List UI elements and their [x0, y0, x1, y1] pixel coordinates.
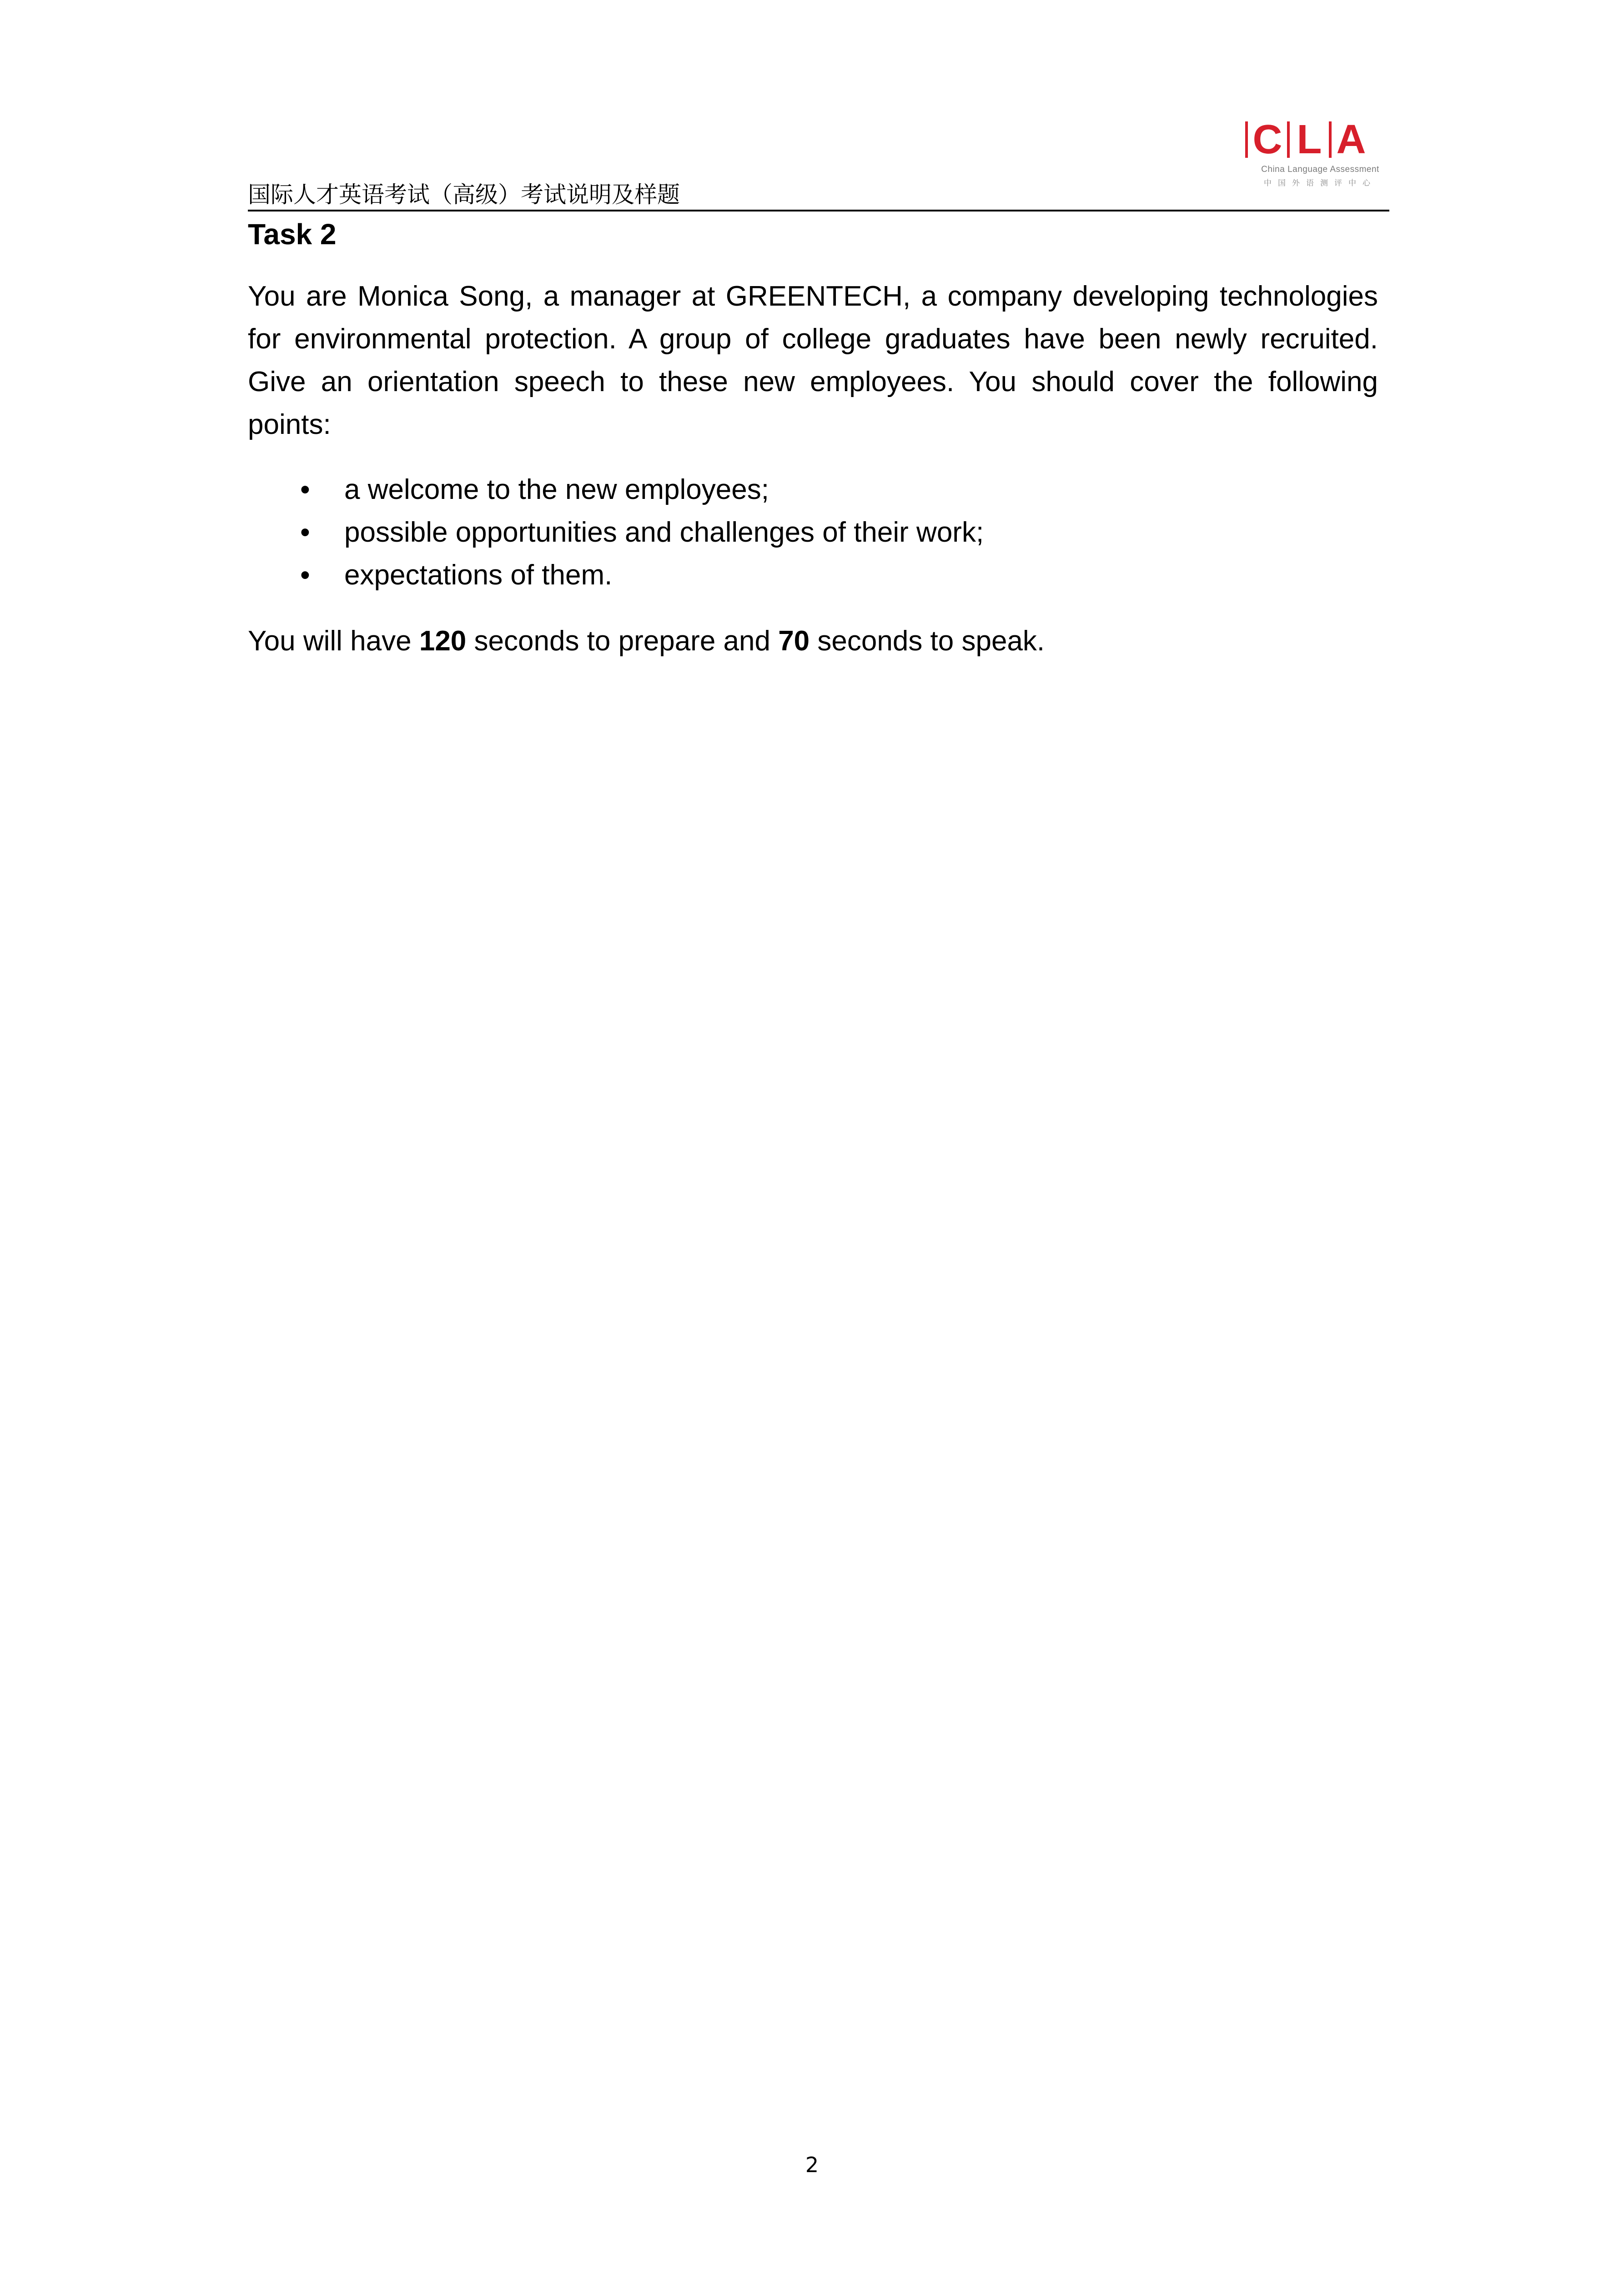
list-item-text: possible opportunities and challenges of their work;	[344, 517, 984, 548]
task-description: You are Monica Song, a manager at GREENTECH, a company developing technologies for environmental protection. A group of college graduates have been newly recruited. Give an orientation speech to these new employees. You should cover the following points:	[248, 281, 1378, 440]
prepare-seconds: 120	[419, 625, 467, 657]
speak-seconds: 70	[778, 625, 810, 657]
list-item-text: expectations of them.	[344, 559, 613, 591]
page-header	[248, 109, 1389, 211]
task-points-list	[248, 468, 1378, 597]
page-number: 2	[805, 2153, 819, 2177]
timing-text: seconds to speak.	[809, 625, 1045, 657]
list-item	[248, 468, 1378, 511]
logo-letter-l: L	[1297, 117, 1322, 162]
task-heading: Task 2	[248, 218, 337, 251]
bullet-icon: •	[300, 474, 310, 505]
bullet-icon: •	[300, 559, 310, 591]
logo-letter-c: C	[1252, 117, 1282, 162]
timing-text: seconds to prepare and	[466, 625, 779, 657]
logo-subtitle-english: China Language Assessment	[1261, 165, 1379, 174]
list-item	[248, 554, 1378, 597]
header-divider	[248, 210, 1389, 211]
header-title: 国际人才英语考试（高级）考试说明及样题	[248, 181, 680, 208]
logo-letter-a: A	[1336, 117, 1366, 162]
list-item	[248, 511, 1378, 554]
logo-subtitle-chinese: 中国外语测评中心	[1264, 179, 1377, 188]
list-item-text: a welcome to the new employees;	[344, 474, 769, 505]
logo-letters	[1245, 119, 1391, 160]
timing-text: You will have	[248, 625, 419, 657]
bullet-icon: •	[300, 517, 310, 548]
cla-logo	[1245, 119, 1391, 201]
timing-instruction	[248, 620, 1378, 663]
